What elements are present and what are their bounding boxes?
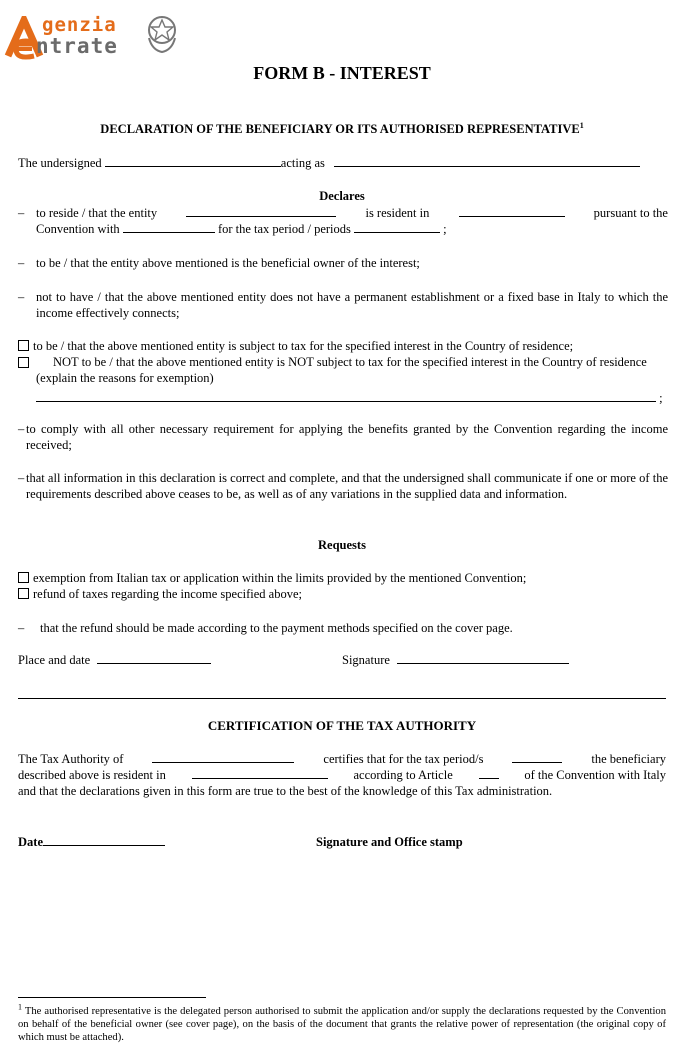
- entity-field[interactable]: [186, 205, 336, 217]
- date-line: [18, 834, 218, 850]
- article-field[interactable]: [479, 767, 499, 779]
- refund-method-item: [18, 620, 668, 636]
- footnote-mark: 1: [579, 120, 584, 130]
- tax-authority-field[interactable]: [152, 751, 294, 763]
- subject-tax-item: [18, 338, 668, 354]
- cert-text-4: described above is resident in: [18, 768, 166, 782]
- list-dash: –: [18, 256, 25, 270]
- not-subject-tax-text: NOT to be / that the above mentioned entity is NOT subject to tax for the specified interest in the Country of residence (explain the reasons for exemption): [36, 355, 647, 385]
- tax-period-field[interactable]: [354, 221, 440, 233]
- certification-heading: CERTIFICATION OF THE TAX AUTHORITY: [207, 718, 477, 733]
- subject-tax-text: to be / that the above mentioned entity is subject to tax for the specified interest in the Country of residence;: [33, 339, 574, 353]
- exemption-reasons-field[interactable]: [36, 390, 656, 402]
- refund-checkbox[interactable]: [18, 588, 29, 599]
- declares-heading: Declares: [319, 189, 365, 203]
- comply-item: [18, 421, 668, 453]
- no-establishment-item: [18, 289, 668, 321]
- reside-text-3: pursuant to the: [593, 206, 668, 220]
- reside-text-5: for the tax period / periods: [217, 222, 351, 236]
- undersigned-line: [18, 155, 668, 171]
- beneficial-owner-item: [18, 255, 668, 271]
- italian-emblem-icon: [144, 12, 180, 54]
- list-dash: –: [18, 206, 25, 220]
- exemption-reasons-line: [36, 390, 666, 406]
- cert-text-5: according to Article: [353, 768, 453, 782]
- exemption-checkbox[interactable]: [18, 572, 29, 583]
- no-establishment-text: not to have / that the above mentioned entity does not have a permanent establishment or a fixed base in Italy to which the income effectively connects;: [36, 290, 668, 320]
- footnote-number: 1: [18, 1002, 22, 1012]
- signature-label: Signature: [342, 653, 390, 667]
- logo-text-line2: ntrate: [36, 34, 118, 58]
- beneficial-owner-text: to be / that the entity above mentioned is the beneficial owner of the interest;: [36, 256, 420, 270]
- declaration-heading-text: DECLARATION OF THE BENEFICIARY OR ITS AUTHORISED REPRESENTATIVE: [100, 122, 580, 136]
- requests-heading: Requests: [318, 538, 366, 552]
- cert-tax-period-field[interactable]: [512, 751, 562, 763]
- reside-text-1: to reside / that the entity: [36, 206, 158, 220]
- place-date-label: Place and date: [18, 653, 91, 667]
- signature-line: [342, 652, 672, 668]
- cert-text-3: the beneficiary: [591, 752, 666, 766]
- acting-as-field[interactable]: [334, 155, 640, 167]
- refund-method-text: that the refund should be made according to the payment methods specified on the cover page.: [40, 621, 513, 635]
- place-date-field[interactable]: [97, 652, 211, 664]
- comply-text: to comply with all other necessary requirement for applying the benefits granted by the Convention regarding the income received;: [26, 422, 668, 452]
- footnote-text: The authorised representative is the delegated person authorised to submit the application and/or supply the declarations requested by the Convention on behalf of the beneficial owner (see cover page), on the basis of the document that grants the relative power of representation (the original copy of which must be attached).: [18, 1006, 666, 1043]
- convention-country-field[interactable]: [123, 221, 215, 233]
- list-dash: –: [18, 621, 25, 635]
- cert-text-7: and that the declarations given in this form are true to the best of the knowledge of this Tax administration.: [18, 784, 553, 798]
- cert-text-6: of the Convention with Italy: [524, 768, 666, 782]
- list-dash: –: [18, 471, 25, 485]
- list-dash: –: [18, 422, 25, 436]
- reside-text-2: is resident in: [365, 206, 430, 220]
- signature-field[interactable]: [397, 652, 569, 664]
- undersigned-field[interactable]: [105, 155, 281, 167]
- undersigned-label: The undersigned: [18, 156, 102, 170]
- footnote-divider: [18, 997, 206, 998]
- signature-stamp-label: Signature and Office stamp: [316, 835, 463, 849]
- info-correct-text: that all information in this declaration is correct and complete, and that the undersigned shall communicate if one or more of the requirements described above ceases to be, as well as of any variations in the supplied data and information.: [26, 471, 668, 501]
- cert-text-2: certifies that for the tax period/s: [323, 752, 484, 766]
- date-field[interactable]: [43, 834, 165, 846]
- reside-text-6: ;: [443, 222, 447, 236]
- cert-text-1: The Tax Authority of: [18, 752, 124, 766]
- exemption-text: exemption from Italian tax or application within the limits provided by the mentioned Convention;: [33, 571, 527, 585]
- resident-country-field[interactable]: [459, 205, 565, 217]
- form-title: FORM B - INTEREST: [253, 63, 431, 83]
- subject-tax-checkbox[interactable]: [18, 340, 29, 351]
- info-correct-item: [18, 470, 668, 502]
- section-divider: [18, 698, 666, 699]
- refund-item: [18, 586, 668, 602]
- acting-as-label: acting as: [280, 156, 325, 170]
- reside-item: [18, 205, 668, 237]
- date-label: Date: [18, 835, 43, 849]
- certification-text: [18, 751, 666, 799]
- reside-text-4: Convention with: [36, 222, 120, 236]
- exemption-item: [18, 570, 668, 586]
- footnote: [18, 1002, 666, 1044]
- refund-text: refund of taxes regarding the income specified above;: [33, 587, 302, 601]
- cert-resident-field[interactable]: [192, 767, 328, 779]
- logo-text-line1: genzia: [42, 14, 117, 36]
- agenzia-entrate-logo: [4, 10, 184, 60]
- list-dash: –: [18, 290, 25, 304]
- reasons-semicolon: ;: [659, 391, 663, 405]
- declaration-heading: [0, 121, 676, 137]
- logo-e-icon: [12, 38, 38, 60]
